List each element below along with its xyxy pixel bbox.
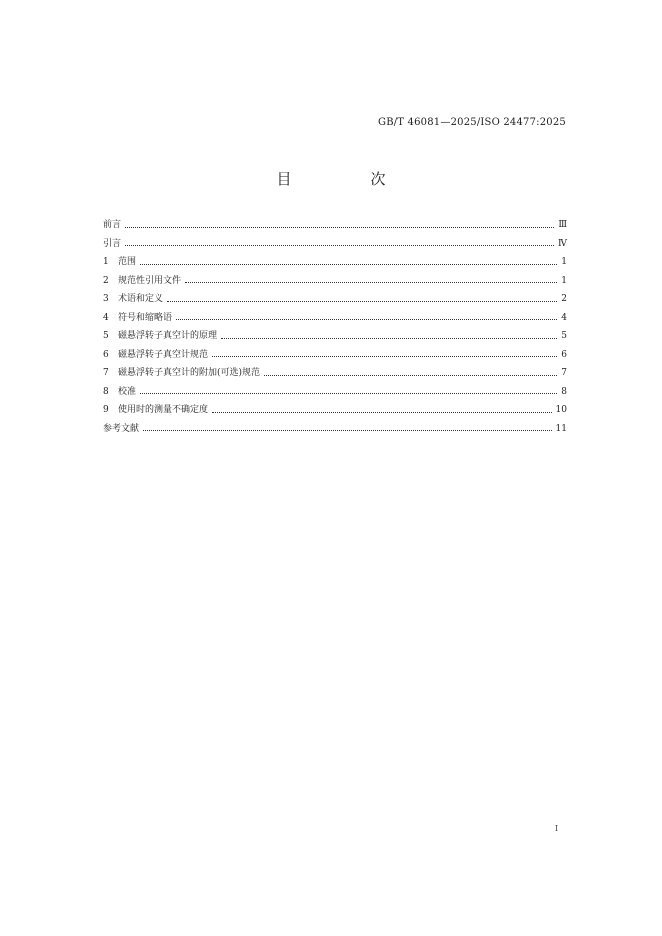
toc-entry-page: 1	[561, 275, 567, 286]
toc-entry-3[interactable]	[103, 290, 567, 309]
toc-entry-label: 规范性引用文件	[118, 275, 182, 286]
toc-entry-label: 磁悬浮转子真空计规范	[118, 349, 209, 360]
toc-entry-1[interactable]	[103, 253, 567, 272]
leader-dots	[125, 226, 554, 228]
toc-entry-page: Ⅲ	[558, 220, 567, 230]
toc-entry-9[interactable]	[103, 401, 567, 420]
toc-entry-label: 前言	[103, 220, 122, 230]
leader-dots	[264, 374, 557, 376]
toc-entry-number: 8	[103, 386, 109, 397]
toc-entry-label: 使用时的测量不确定度	[118, 405, 209, 415]
leader-dots	[140, 392, 557, 394]
toc-entry-4[interactable]	[103, 309, 567, 328]
toc-entry-number: 6	[103, 349, 109, 360]
toc-entry-page: 6	[561, 349, 567, 360]
table-of-contents	[103, 216, 567, 438]
toc-entry-label: 磁悬浮转子真空计的附加(可选)规范	[118, 368, 261, 378]
toc-entry-number: 1	[103, 257, 109, 267]
page-number: I	[554, 824, 558, 833]
toc-entry-label: 引言	[103, 238, 122, 249]
toc-entry-2[interactable]	[103, 272, 567, 291]
toc-entry-introduction[interactable]	[103, 235, 567, 254]
leader-dots	[176, 318, 557, 320]
toc-entry-page: 7	[561, 368, 567, 378]
toc-entry-label: 术语和定义	[118, 294, 164, 304]
toc-entry-number: 2	[103, 275, 109, 286]
leader-dots	[125, 244, 554, 246]
toc-entry-number: 5	[103, 331, 109, 341]
toc-entry-label: 符号和缩略语	[118, 312, 173, 323]
toc-entry-page: 4	[561, 312, 567, 323]
leader-dots	[143, 429, 552, 431]
toc-entry-number: 9	[103, 405, 109, 415]
toc-entry-page: Ⅳ	[558, 238, 567, 249]
standard-code: GB/T 46081—2025/ISO 24477:2025	[378, 117, 566, 128]
toc-entry-label: 磁悬浮转子真空计的原理	[118, 331, 218, 341]
toc-entry-page: 2	[561, 294, 567, 304]
toc-entry-foreword[interactable]	[103, 216, 567, 235]
toc-entry-page: 8	[561, 386, 567, 397]
toc-entry-number: 3	[103, 294, 109, 304]
toc-entry-label: 范围	[118, 257, 137, 267]
toc-entry-number: 4	[103, 312, 109, 323]
leader-dots	[212, 355, 557, 357]
toc-title: 目 次	[276, 170, 418, 188]
toc-entry-7[interactable]	[103, 364, 567, 383]
toc-entry-label: 参考文献	[103, 423, 140, 434]
leader-dots	[185, 281, 557, 283]
toc-entry-page: 1	[561, 257, 567, 267]
toc-entry-5[interactable]	[103, 327, 567, 346]
leader-dots	[212, 411, 552, 413]
toc-entry-page: 11	[555, 423, 567, 434]
toc-entry-bibliography[interactable]	[103, 420, 567, 439]
leader-dots	[140, 263, 557, 265]
toc-entry-number: 7	[103, 368, 109, 378]
toc-entry-page: 5	[561, 331, 567, 341]
leader-dots	[221, 337, 557, 339]
toc-entry-6[interactable]	[103, 346, 567, 365]
leader-dots	[167, 300, 557, 302]
toc-entry-label: 校准	[118, 386, 137, 397]
toc-entry-page: 10	[555, 405, 567, 415]
toc-entry-8[interactable]	[103, 383, 567, 402]
